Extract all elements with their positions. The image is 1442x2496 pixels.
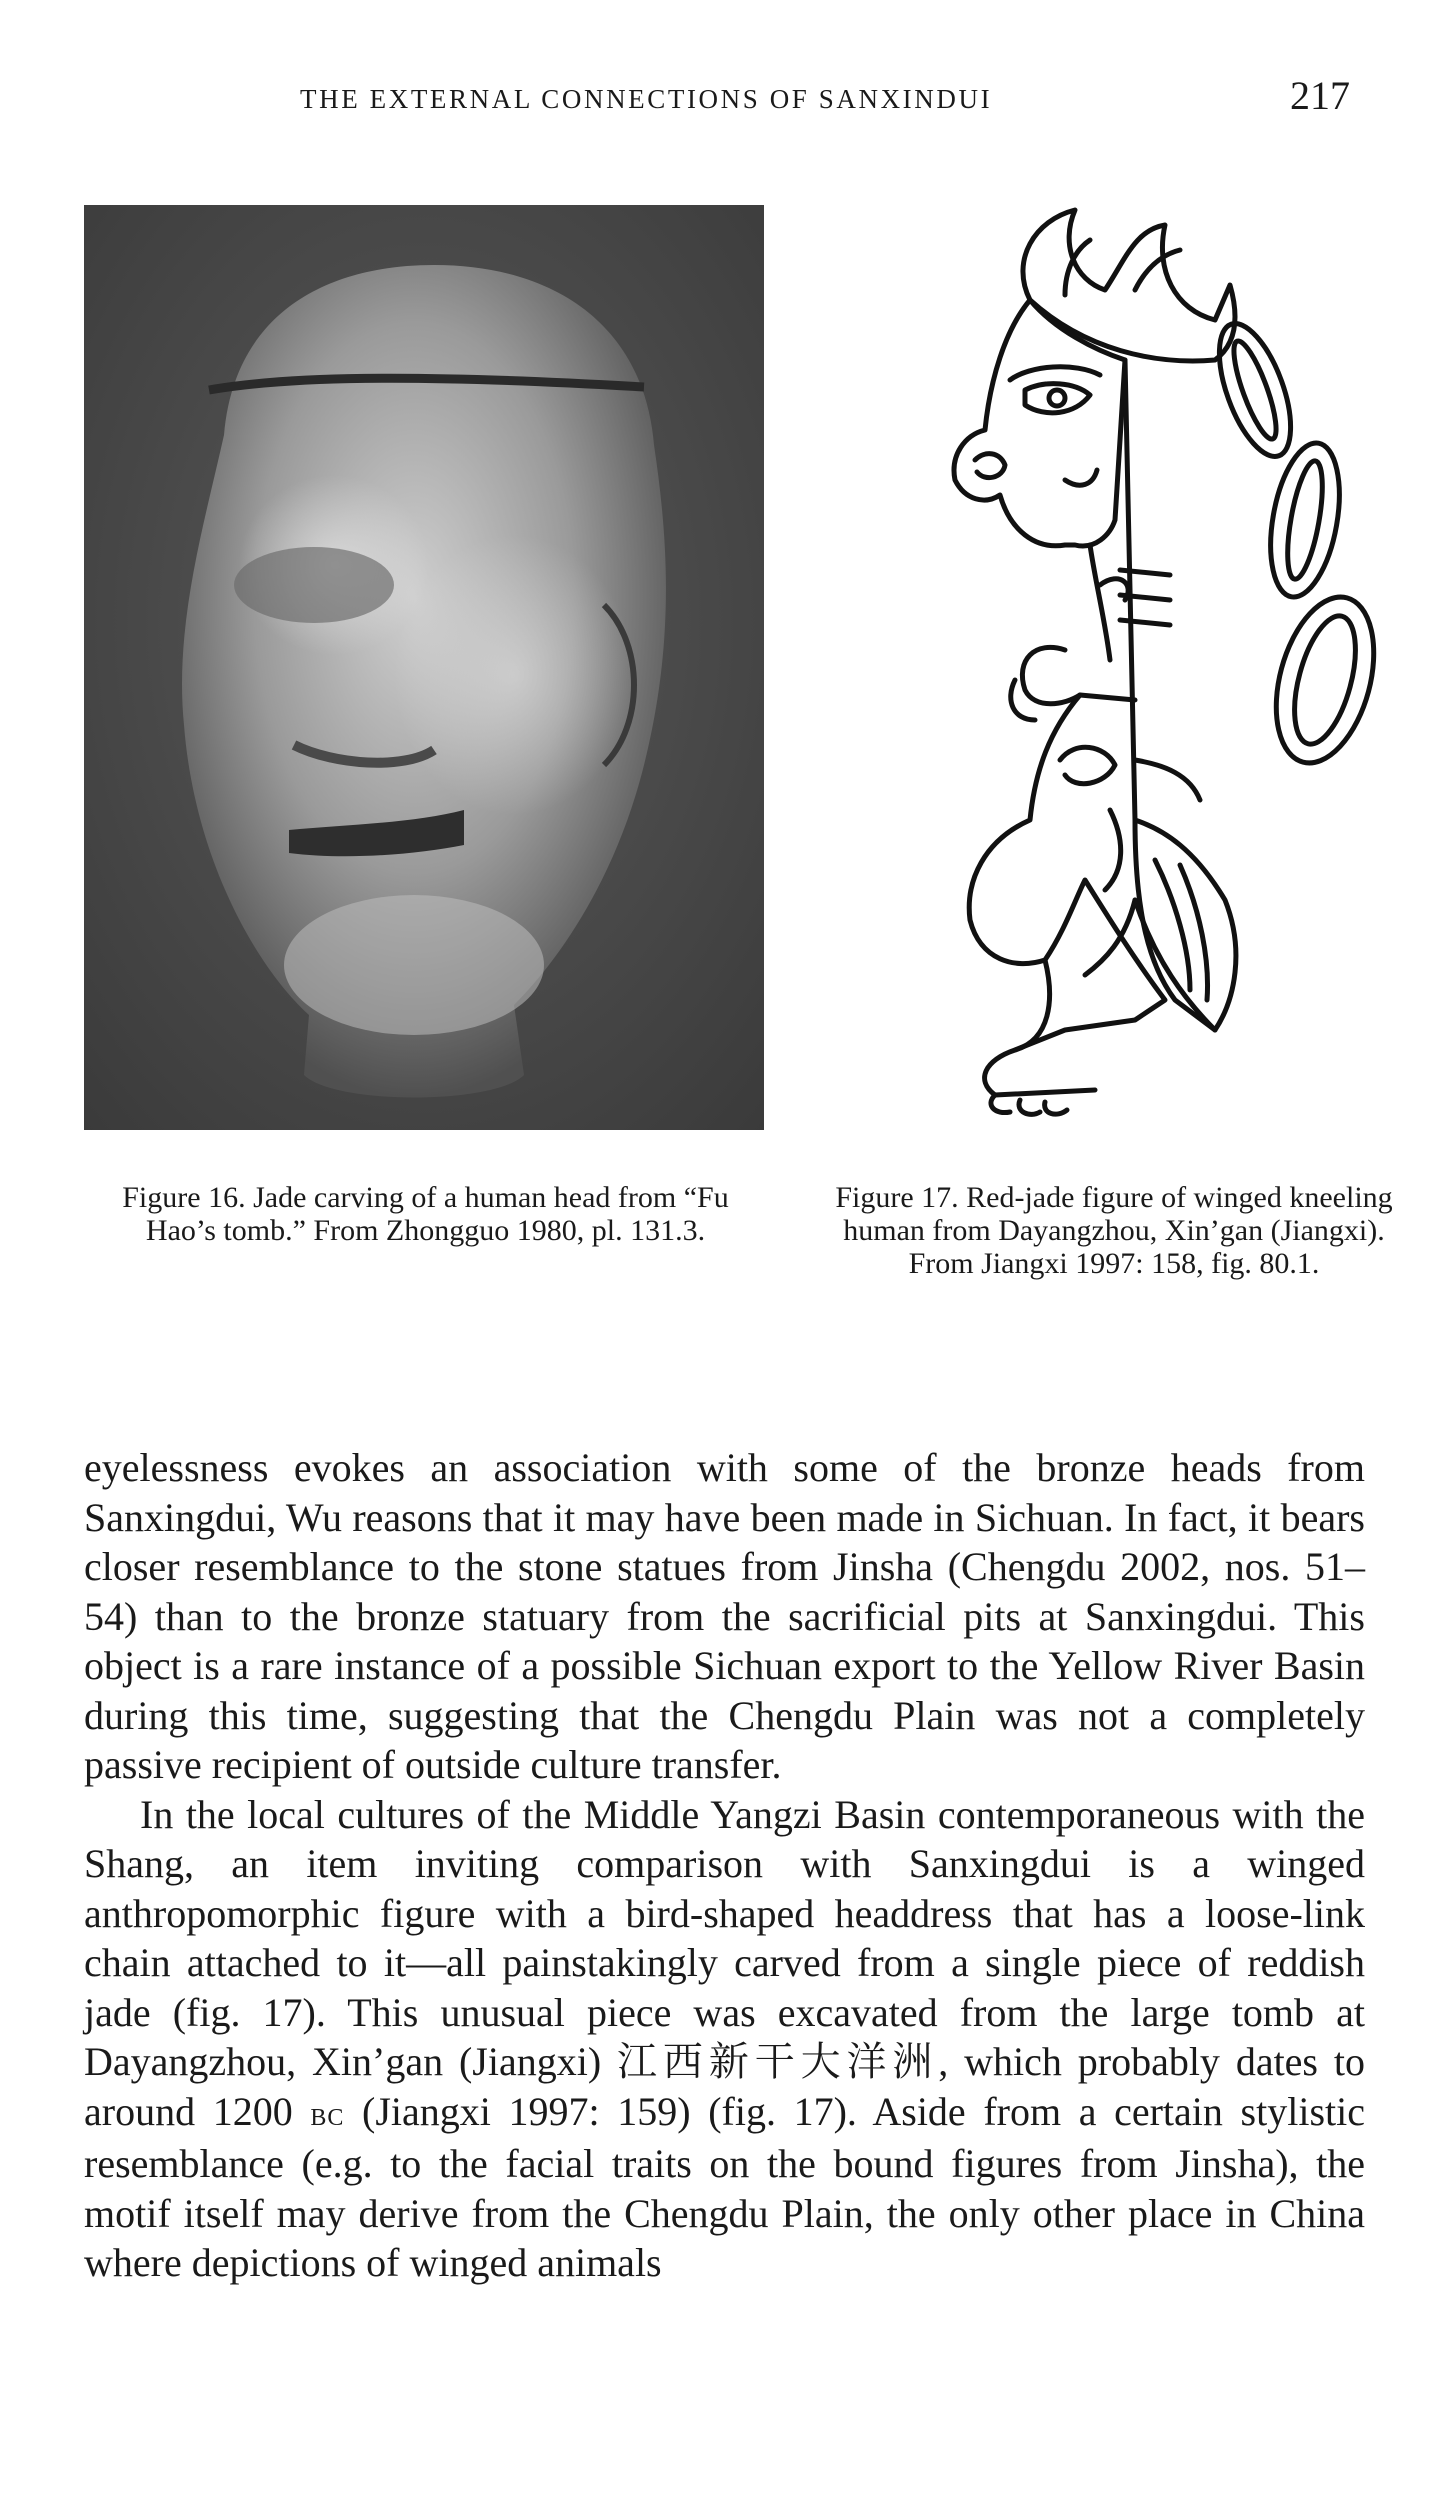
figure-17-winged-figure-drawing	[835, 200, 1395, 1145]
figure-16-caption: Figure 16. Jade carving of a human head from “Fu Hao’s tomb.” From Zhongguo 1980, pl. 131.3.	[122, 1181, 729, 1247]
figure-16-jade-head-photo	[84, 205, 764, 1130]
winged-figure-image	[835, 200, 1395, 1145]
era-abbreviation: bc	[310, 2095, 345, 2133]
jade-head-image	[84, 205, 764, 1130]
page-number: 217	[1290, 73, 1350, 118]
figure-17-caption: Figure 17. Red-jade figure of winged kneeling human from Dayangzhou, Xin’gan (Jiangxi). From Jiangxi 1997: 158, fig. 80.1.	[835, 1181, 1393, 1280]
paragraph-2-part-a: In the local cultures of the Middle Yangzi Basin contemporaneous with the Shang, an item inviting comparison with Sanxingdui is a winged anthropomorphic figure with a bird-shaped headdress that has a loose-link chain attached to it—all painstakingly carved from a single piece of reddish jade (fig. 17). This unusual piece was excavated from the large tomb at Dayangzhou, Xin’gan (Jiangxi) 江西新干大洋洲, which probably dates to around 1200	[84, 1791, 1365, 2134]
paragraph-2	[84, 1790, 1365, 2288]
paragraph-1: eyelessness evokes an association with some of the bronze heads from Sanxingdui, Wu reasons that it may have been made in Sichuan. In fact, it bears closer resemblance to the stone statues from Jinsha (Chengdu 2002, nos. 51–54) than to the bronze statuary from the sacrificial pits at Sanxingdui. This object is a rare instance of a possible Sichuan export to the Yellow River Basin during this time, suggesting that the Chengdu Plain was not a completely passive recipient of outside culture transfer.	[84, 1445, 1365, 1787]
paragraph-2-part-b: (Jiangxi 1997: 159) (fig. 17). Aside from a certain stylistic resemblance (e.g. to the facial traits on the bound figures from Jinsha), the motif itself may derive from the Chengdu Plain, the only other place in China where depictions of winged animals	[84, 2088, 1365, 2285]
running-head: THE EXTERNAL CONNECTIONS OF SANXINDUI	[300, 84, 993, 114]
body-text	[84, 1443, 1365, 2288]
